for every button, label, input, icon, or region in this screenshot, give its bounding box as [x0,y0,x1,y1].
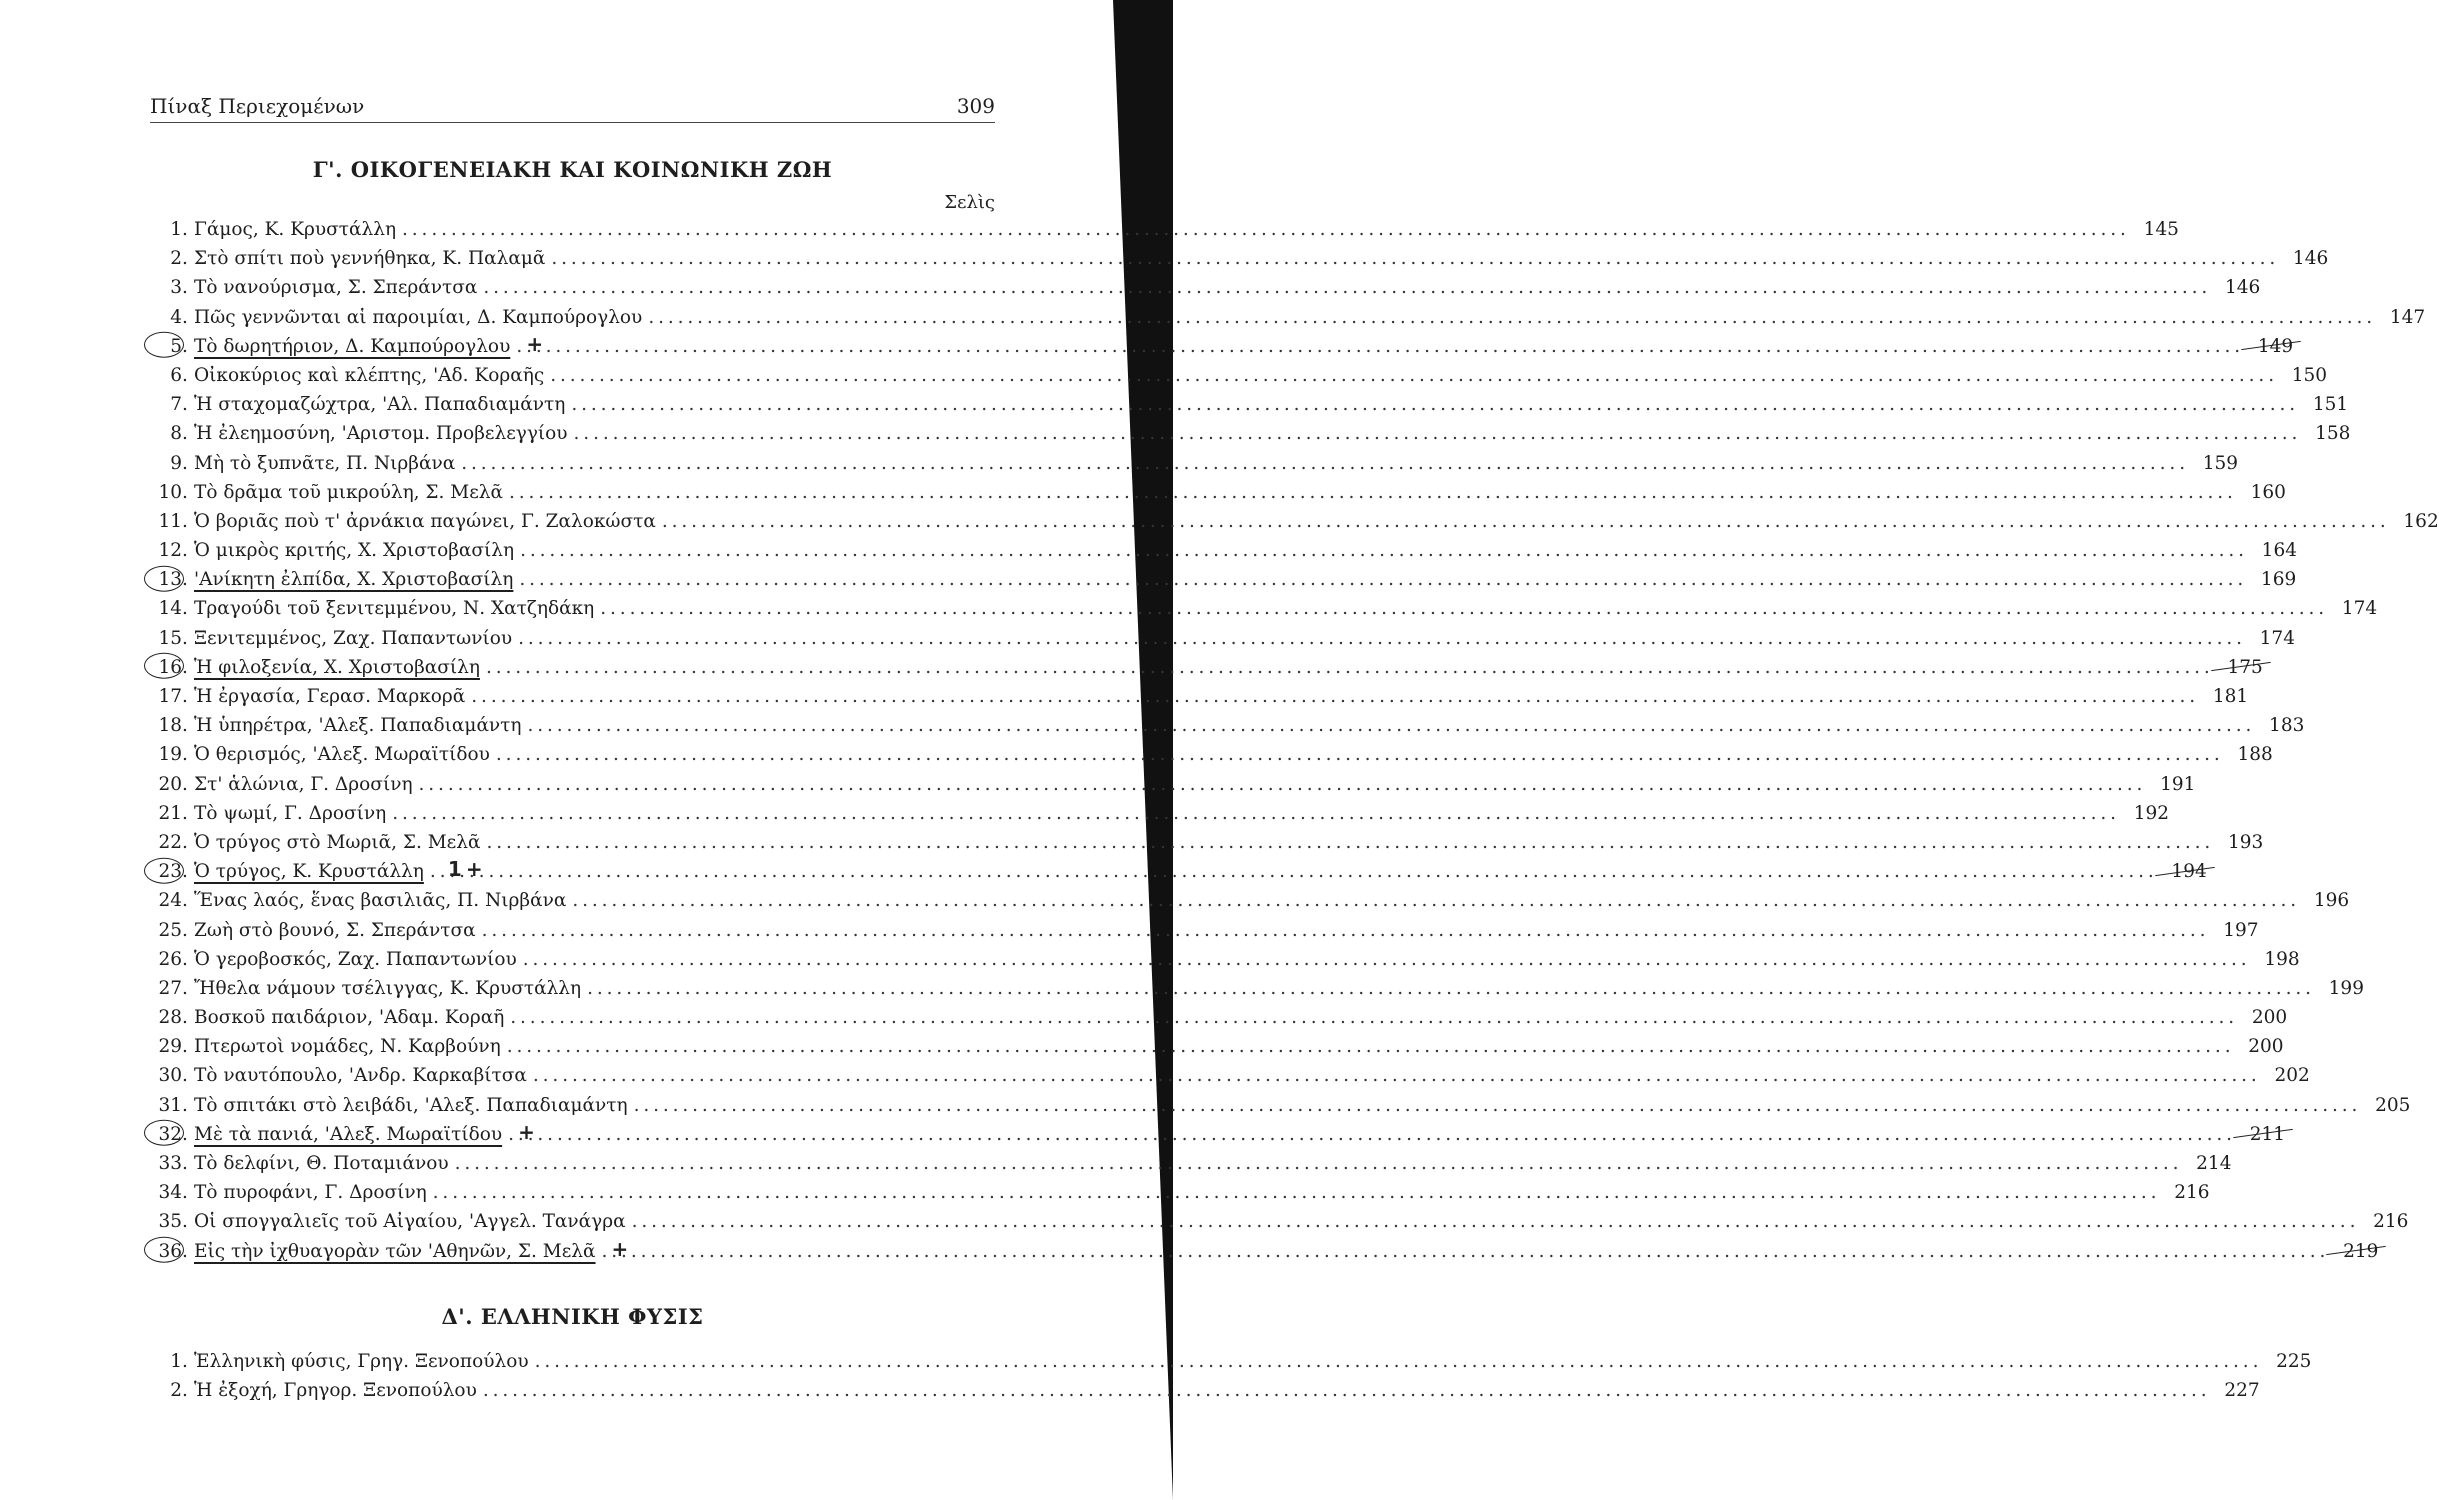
toc-entry [150,627,2295,657]
dot-leader [433,1182,2156,1203]
dot-leader [507,1036,2230,1057]
entry-title: Τὸ σπιτάκι στὸ λειβάδι, 'Αλεξ. Παπαδιαμάντη [194,1094,628,1116]
entry-page: 164 [2261,540,2297,562]
entry-number-dot: . [182,1182,188,1204]
entry-number: 23 [150,861,182,882]
entry-number-dot: . [182,1036,188,1058]
entry-number-dot: . [182,306,188,328]
entry-number-dot: . [182,364,188,386]
hand-drawn-circle [144,653,184,679]
entry-title: Ὁ βοριᾶς ποὺ τ' ἀρνάκια παγώνει, Γ. Ζαλοκώστα [194,510,656,532]
entry-number-dot: . [182,773,188,795]
entry-title: Ὁ γεροβοσκός, Ζαχ. Παπαντωνίου [194,948,517,970]
entry-number-dot: . [182,861,188,883]
dot-leader [510,1007,2233,1028]
dot-leader [571,394,2294,415]
entry-number: 10 [158,481,182,503]
entry-title: Οἱ σπογγαλιεῖς τοῦ Αἰγαίου, 'Αγγελ. Τανάγρα [194,1211,626,1233]
entry-number: 6 [170,364,182,386]
dot-leader [528,715,2251,736]
entry-title: Ἡ ὑπηρέτρα, 'Αλεξ. Παπαδιαμάντη [194,715,522,737]
toc-entry [150,919,2259,949]
hand-drawn-circle [144,565,184,591]
entry-page: 175 [2215,657,2263,678]
entry-page: 205 [2375,1094,2411,1116]
entry-page: 200 [2248,1036,2284,1058]
dot-leader [471,686,2194,707]
toc-entry [150,219,2179,248]
entry-title: Βοσκοῦ παιδάριον, 'Αδαμ. Κοραῆ [194,1007,505,1029]
entry-page: 183 [2269,715,2305,737]
entry-page: 196 [2313,890,2350,912]
entry-number-dot: . [182,1350,188,1372]
toc-entry [150,1065,2310,1094]
toc-entry [150,686,2249,715]
entry-page: 188 [2237,744,2273,766]
toc-entry [150,948,2300,978]
entry-number-dot: . [182,627,188,649]
entry-number: 17 [158,686,182,707]
dot-leader [496,744,2219,765]
entry-page: 200 [2251,1007,2288,1029]
entry-title: Ὁ τρύγος, Κ. Κρυστάλλη [194,861,424,883]
dot-leader [632,1211,2355,1232]
dot-leader [535,1351,2258,1372]
entry-title: Τὸ νανούρισμα, Σ. Σπεράντσα [194,277,478,299]
toc-entry [150,364,2328,394]
entry-number-dot: . [182,481,188,503]
entry-title: Ὁ θερισμός, 'Αλεξ. Μωραϊτίδου [194,744,490,766]
section-d-title: Δ'. ΕΛΛΗΝΙΚΗ ΦΥΣΙΣ [441,1303,704,1329]
entry-number-dot: . [182,335,188,357]
entry-number-dot: . [182,248,188,270]
dot-leader [430,857,2153,882]
entry-number-dot: . [182,1379,188,1401]
dot-leader [483,1380,2206,1401]
toc-entry [150,1153,2232,1182]
entry-number: 24 [158,890,182,912]
dot-leader [533,1065,2256,1086]
entry-title: Ἡ φιλοξενία, Χ. Χριστοβασίλη [194,656,480,678]
entry-number: 11 [158,510,182,532]
entry-page: 158 [2315,423,2351,445]
dot-leader [519,569,2242,590]
entry-number: 15 [158,627,182,649]
dot-leader [482,920,2205,941]
entry-title: Ἑλληνικὴ φύσις, Γρηγ. Ξενοπούλου [194,1350,529,1372]
entry-title: Οἰκοκύριος καὶ κλέπτης, 'Αδ. Κοραῆς [194,364,545,386]
section-d [150,1303,2312,1409]
entry-page: 193 [2228,831,2264,853]
entry-number-dot: . [182,744,188,766]
entry-title: Στ' ἁλώνια, Γ. Δροσίνη [194,773,413,795]
entry-page: 150 [2291,364,2328,386]
section-c-entries [150,219,2439,1270]
entry-number: 8 [170,423,182,445]
entry-number-dot: . [182,1094,188,1116]
entry-number: 34 [158,1182,182,1204]
entry-number-dot: . [182,1240,188,1262]
entry-number: 9 [170,452,182,474]
entry-number: 3 [170,277,182,299]
toc-entry [150,331,2294,365]
entry-title: Γάμος, Κ. Κρυστάλλη [194,219,397,240]
toc-entry [150,1036,2284,1065]
entry-number: 22 [158,831,182,853]
entry-title: Ἡ σταχομαζώχτρα, 'Αλ. Παπαδιαμάντη [194,394,566,416]
entry-number-dot: . [182,540,188,562]
entry-number: 20 [158,773,182,795]
strike-mark [2241,341,2301,350]
toc-entry [150,744,2273,773]
entry-number: 12 [158,540,182,562]
entry-title: Ἤθελα νάμουν τσέλιγγας, Κ. Κρυστάλλη [194,977,582,999]
toc-entry [150,890,2350,919]
toc-entry [150,1119,2285,1153]
dot-leader [518,628,2241,649]
entry-number-dot: . [182,598,188,620]
entry-number: 21 [158,802,182,824]
toc-entry [150,1350,2312,1380]
toc-entry [150,248,2329,277]
entry-number-dot: . [182,277,188,299]
toc-entry [150,1379,2260,1409]
entry-number: 31 [158,1094,182,1116]
entry-page: 197 [2223,919,2259,941]
entry-page: 174 [2341,598,2378,620]
entry-page: 149 [2245,336,2293,357]
toc-entry [150,773,2196,803]
entry-number-dot: . [182,802,188,824]
dot-leader [523,949,2246,970]
toc-entry [150,569,2297,598]
entry-number: 30 [158,1065,182,1087]
entry-number-dot: . [182,1123,188,1145]
entry-page: 181 [2212,686,2249,707]
entry-title: Ἡ ἐξοχή, Γρηγορ. Ξενοπούλου [194,1379,477,1401]
entry-number-dot: . [182,890,188,912]
entry-title: Ἕνας λαός, ἕνας βασιλιᾶς, Π. Νιρβάνα [194,890,567,912]
entry-title: Τὸ δρᾶμα τοῦ μικρούλη, Σ. Μελᾶ [194,481,504,503]
entry-title: Μὲ τὰ πανιά, 'Αλεξ. Μωραϊτίδου [194,1123,503,1145]
dot-leader [483,277,2206,298]
entry-title: Εἰς τὴν ἰχθυαγορὰν τῶν 'Αθηνῶν, Σ. Μελᾶ [194,1240,596,1262]
entry-number: 14 [158,598,182,620]
dot-leader [574,423,2297,444]
toc-entry [150,598,2378,627]
dot-leader [550,365,2273,386]
dot-leader [516,331,2239,357]
contents-page [150,78,2439,1409]
entry-number-dot: . [182,831,188,853]
plus-mark: + [465,857,485,882]
entry-number-dot: . [182,919,188,941]
toc-entry [150,656,2263,686]
entry-title: Τὸ ψωμί, Γ. Δροσίνη [194,802,387,824]
toc-entry [150,802,2170,832]
entry-title: Τὸ πυροφάνι, Γ. Δροσίνη [194,1182,427,1204]
entry-number: 36 [150,1241,182,1262]
entry-number-dot: . [182,1065,188,1087]
entry-page: 146 [2292,248,2329,270]
dot-leader [551,248,2274,269]
entry-number-dot: . [182,656,188,678]
entry-title: Ὁ μικρὸς κριτής, Χ. Χριστοβασίλη [194,540,515,562]
dot-leader [455,1153,2178,1174]
entry-title: Τὸ δωρητήριον, Δ. Καμπούρογλου [194,335,511,357]
toc-entry [150,423,2351,452]
toc-entry [150,540,2297,569]
running-head [150,78,995,123]
hand-drawn-circle [144,332,184,358]
entry-title: Στὸ σπίτι ποὺ γεννήθηκα, Κ. Παλαμᾶ [194,248,546,270]
dot-leader [602,1236,2325,1262]
toc-entry [150,715,2305,744]
entry-number-dot: . [182,569,188,591]
entry-number: 35 [158,1211,182,1233]
hand-drawn-circle [144,1120,184,1146]
plus-mark: + [518,1119,537,1144]
entry-page: 145 [2143,219,2179,240]
entry-number-dot: . [182,219,188,240]
strike-mark [2155,866,2215,875]
dot-leader [486,657,2209,678]
entry-page: 192 [2133,802,2170,824]
entry-page: 216 [2174,1182,2210,1204]
entry-title: Πῶς γεννῶνται αἱ παροιμίαι, Δ. Καμπούρογλου [194,306,643,328]
strike-mark [2233,1129,2293,1138]
entry-page: 219 [2330,1241,2378,1262]
entry-number: 27 [158,977,182,999]
dot-leader [486,832,2209,853]
entry-number: 32 [150,1124,182,1145]
entry-page: 151 [2312,394,2349,416]
entry-title: Ἡ ἐργασία, Γερασ. Μαρκορᾶ [194,686,466,707]
entry-title: Τὸ δελφίνι, Θ. Ποταμιάνου [194,1153,449,1174]
dot-leader [461,453,2184,474]
entry-number-dot: . [182,686,188,707]
entry-page: 194 [2159,861,2207,882]
toc-entry [150,481,2286,511]
toc-entry [150,306,2426,336]
entry-page: 174 [2259,627,2295,649]
entry-number-dot: . [182,452,188,474]
toc-entry [150,857,2207,890]
entry-number: 26 [158,948,182,970]
entry-page: 227 [2224,1379,2260,1401]
dot-leader [392,803,2115,824]
entry-page: 169 [2260,569,2297,591]
dot-leader [520,540,2243,561]
entry-title: Τραγούδι τοῦ ξενιτεμμένου, Ν. Χατζηδάκη [194,598,595,620]
entry-number: 7 [170,394,182,416]
entry-number-dot: . [182,1153,188,1174]
hand-drawn-circle [144,857,184,883]
entry-number: 18 [158,715,182,737]
entry-number: 2 [170,1379,182,1401]
plus-mark: + [526,331,546,356]
strike-mark [2211,662,2271,671]
hand-drawn-circle [144,1237,184,1263]
entry-title: 'Ανίκητη ἐλπίδα, Χ. Χριστοβασίλη [194,569,514,591]
entry-page: 160 [2250,481,2286,503]
entry-title: Τὸ ναυτόπουλο, 'Ανδρ. Καρκαβίτσα [194,1065,527,1087]
entry-number: 2 [170,248,182,270]
entry-number: 29 [158,1036,182,1058]
page-number: 309 [956,94,995,118]
dot-leader [634,1095,2357,1116]
dot-leader [402,219,2125,240]
entry-title: Μὴ τὸ ξυπνᾶτε, Π. Νιρβάνα [194,452,456,474]
toc-entry [150,831,2264,861]
entry-title: Πτερωτοὶ νομάδες, Ν. Καρβούνη [194,1036,501,1058]
entry-number: 33 [158,1153,182,1174]
entry-number: 16 [150,657,182,678]
entry-page: 162 [2403,510,2439,532]
entry-title: Ζωὴ στὸ βουνό, Σ. Σπεράντσα [194,919,476,941]
entry-title: Ὁ τρύγος στὸ Μωριᾶ, Σ. Μελᾶ [194,831,481,853]
entry-page: 211 [2237,1124,2285,1145]
entry-number-dot: . [182,715,188,737]
entry-number-dot: . [182,977,188,999]
entry-number-dot: . [182,948,188,970]
entry-page: 214 [2196,1153,2232,1174]
dot-leader [587,978,2310,999]
section-c-title: Γ'. ΟΙΚΟΓΕΝΕΙΑΚΗ ΚΑΙ ΚΟΙΝΩΝΙΚΗ ΖΩΗ [312,157,833,182]
dot-leader [648,307,2371,328]
entry-number: 28 [158,1007,182,1029]
toc-entry [150,452,2239,482]
dot-leader [419,774,2142,795]
strike-mark [2327,1246,2387,1255]
toc-entry [150,1007,2288,1036]
entry-number: 1 [170,219,182,240]
entry-number: 5 [150,336,182,357]
toc-entry [150,977,2364,1007]
toc-entry [150,1211,2409,1240]
plus-mark: + [611,1236,631,1261]
dot-leader [572,890,2295,911]
toc-entry [150,1182,2210,1211]
toc-entry [150,510,2439,540]
entry-page: 202 [2274,1065,2310,1087]
toc-entry [150,394,2349,423]
entry-number: 4 [170,306,182,328]
entry-title: Ξενιτεμμένος, Ζαχ. Παπαντωνίου [194,627,513,649]
dot-leader [662,511,2385,532]
entry-number-dot: . [182,423,188,445]
entry-title: Ἡ ἐλεημοσύνη, 'Αριστομ. Προβελεγγίου [194,423,568,445]
entry-number-dot: . [182,394,188,416]
section-d-entries [150,1350,2312,1409]
entry-number: 25 [158,919,182,941]
entry-page: 225 [2276,1350,2312,1372]
page-column-label: Σελὶς [944,192,995,213]
entry-page: 216 [2373,1211,2409,1233]
entry-page: 159 [2202,452,2239,474]
entry-number-dot: . [182,1007,188,1029]
entry-number-dot: . [182,510,188,532]
running-head-title: Πίναξ Περιεχομένων [150,94,365,118]
entry-number: 19 [158,744,182,766]
dot-leader [600,598,2323,619]
entry-page: 199 [2328,977,2364,999]
entry-page: 147 [2389,306,2426,328]
entry-number: 1 [170,1350,182,1372]
handwritten-note: 1 [447,857,464,882]
entry-number-dot: . [182,1211,188,1233]
toc-entry [150,1236,2379,1270]
dot-leader [508,1119,2231,1145]
dot-leader [509,482,2232,503]
toc-entry [150,277,2261,306]
entry-number: 13 [150,569,182,590]
entry-page: 198 [2264,948,2300,970]
entry-page: 191 [2160,773,2196,795]
entry-page: 146 [2224,277,2261,299]
toc-entry [150,1094,2411,1124]
